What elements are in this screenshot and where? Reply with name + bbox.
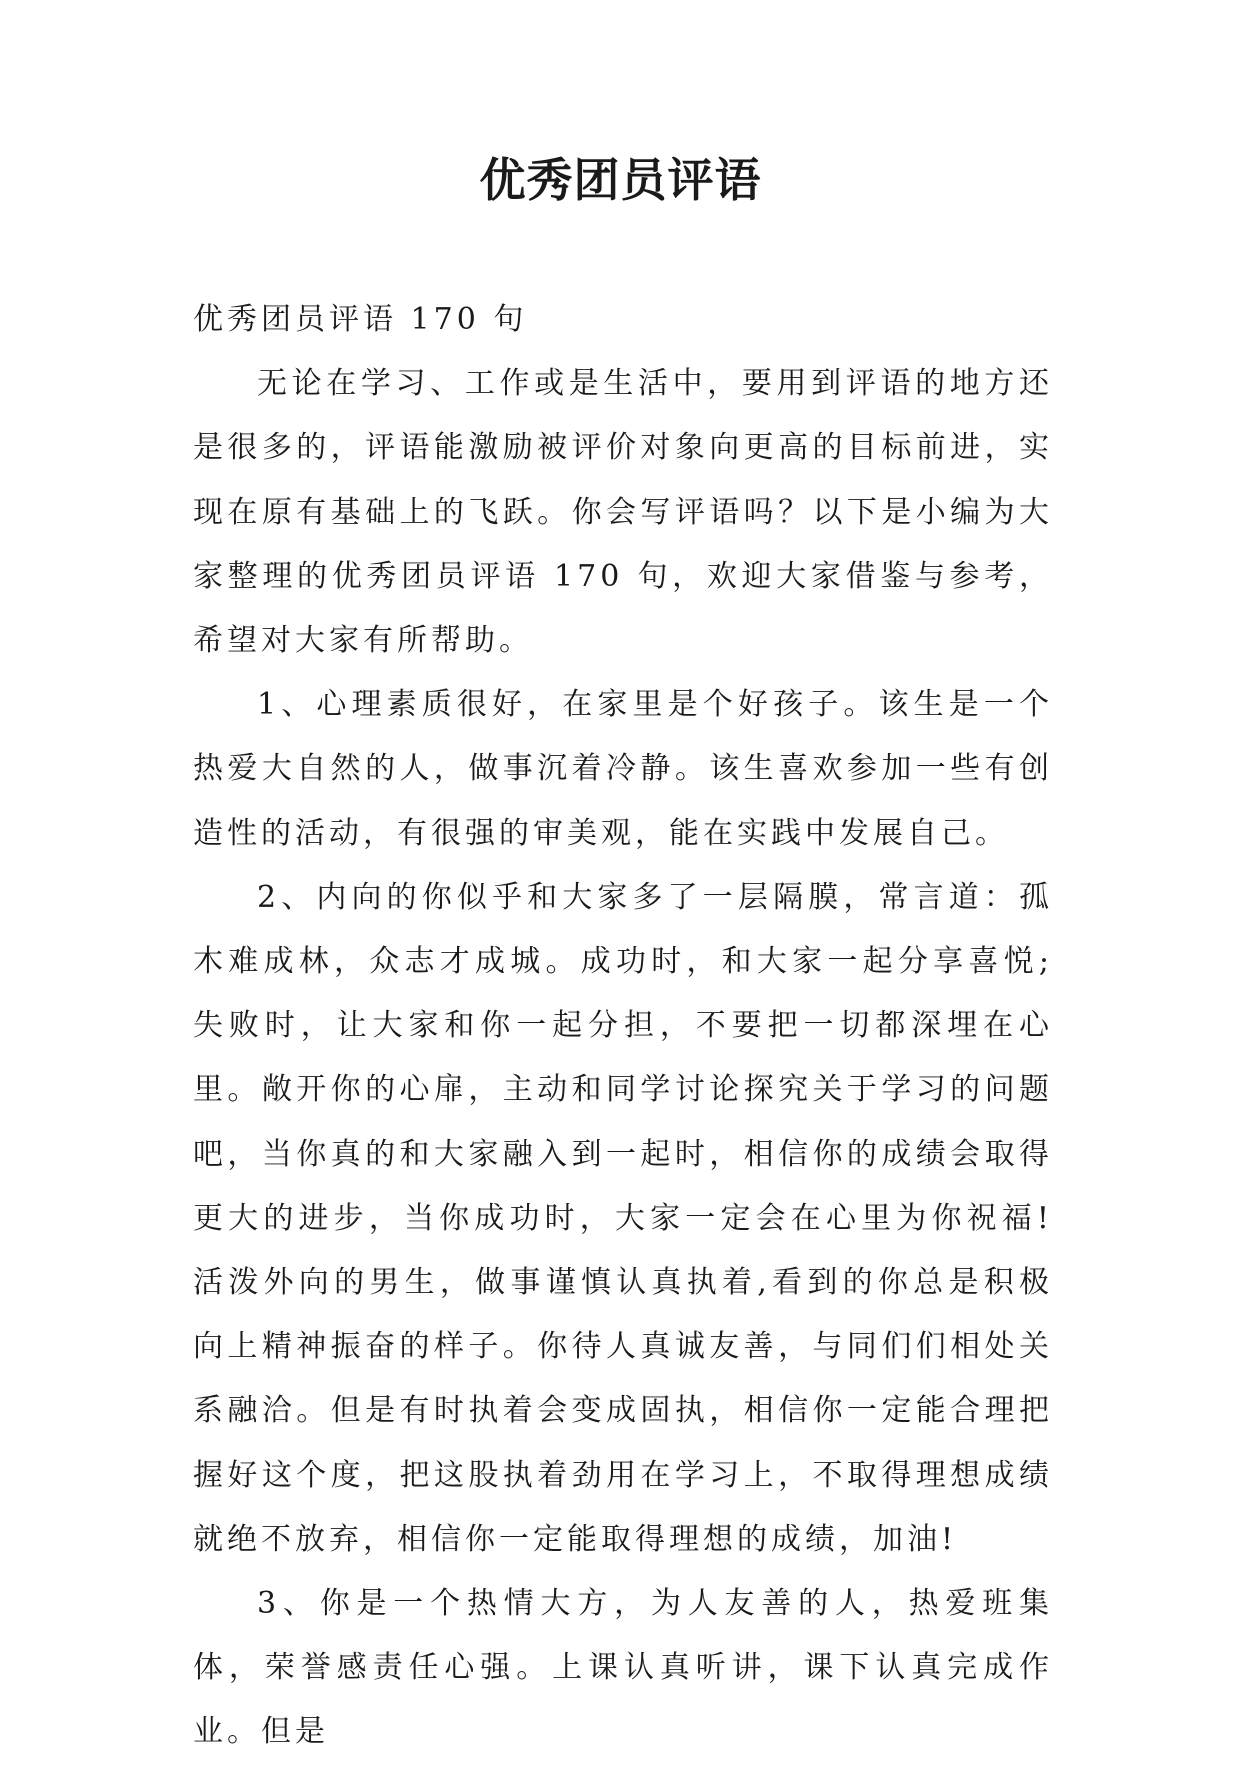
document-title: 优秀团员评语: [479, 153, 762, 207]
paragraph-item-3: 3、你是一个热情大方，为人友善的人，热爱班集体，荣誉感责任心强。上课认真听讲，课下认真完成作业。但是: [193, 1586, 1053, 1750]
paragraph-item-1: 1、心理素质很好，在家里是个好孩子。该生是一个热爱大自然的人，做事沉着冷静。该生喜欢参加一些有创造性的活动，有很强的审美观，能在实践中发展自己。: [193, 687, 1053, 851]
paragraph-intro: 无论在学习、工作或是生活中，要用到评语的地方还是很多的，评语能激励被评价对象向更高的目标前进，实现在原有基础上的飞跃。你会写评语吗？以下是小编为大家整理的优秀团员评语 170 句，欢迎大家借鉴与参考，希望对大家有所帮助。: [193, 366, 1053, 659]
document-body: [193, 288, 1053, 1765]
document-subtitle: 优秀团员评语 170 句: [193, 302, 528, 337]
paragraph-item-2: 2、内向的你似乎和大家多了一层隔膜，常言道：孤木难成林，众志才成城。成功时，和大家一起分享喜悦;失败时，让大家和你一起分担，不要把一切都深埋在心里。敞开你的心扉，主动和同学讨论探究关于学习的问题吧，当你真的和大家融入到一起时，相信你的成绩会取得更大的进步，当你成功时，大家一定会在心里为你祝福!活泼外向的男生，做事谨慎认真执着,看到的你总是积极向上精神振奋的样子。你待人真诚友善，与同们们相处关系融洽。但是有时执着会变成固执，相信你一定能合理把握好这个度，把这股执着劲用在学习上，不取得理想成绩就绝不放弃，相信你一定能取得理想的成绩，加油!: [193, 879, 1053, 1557]
